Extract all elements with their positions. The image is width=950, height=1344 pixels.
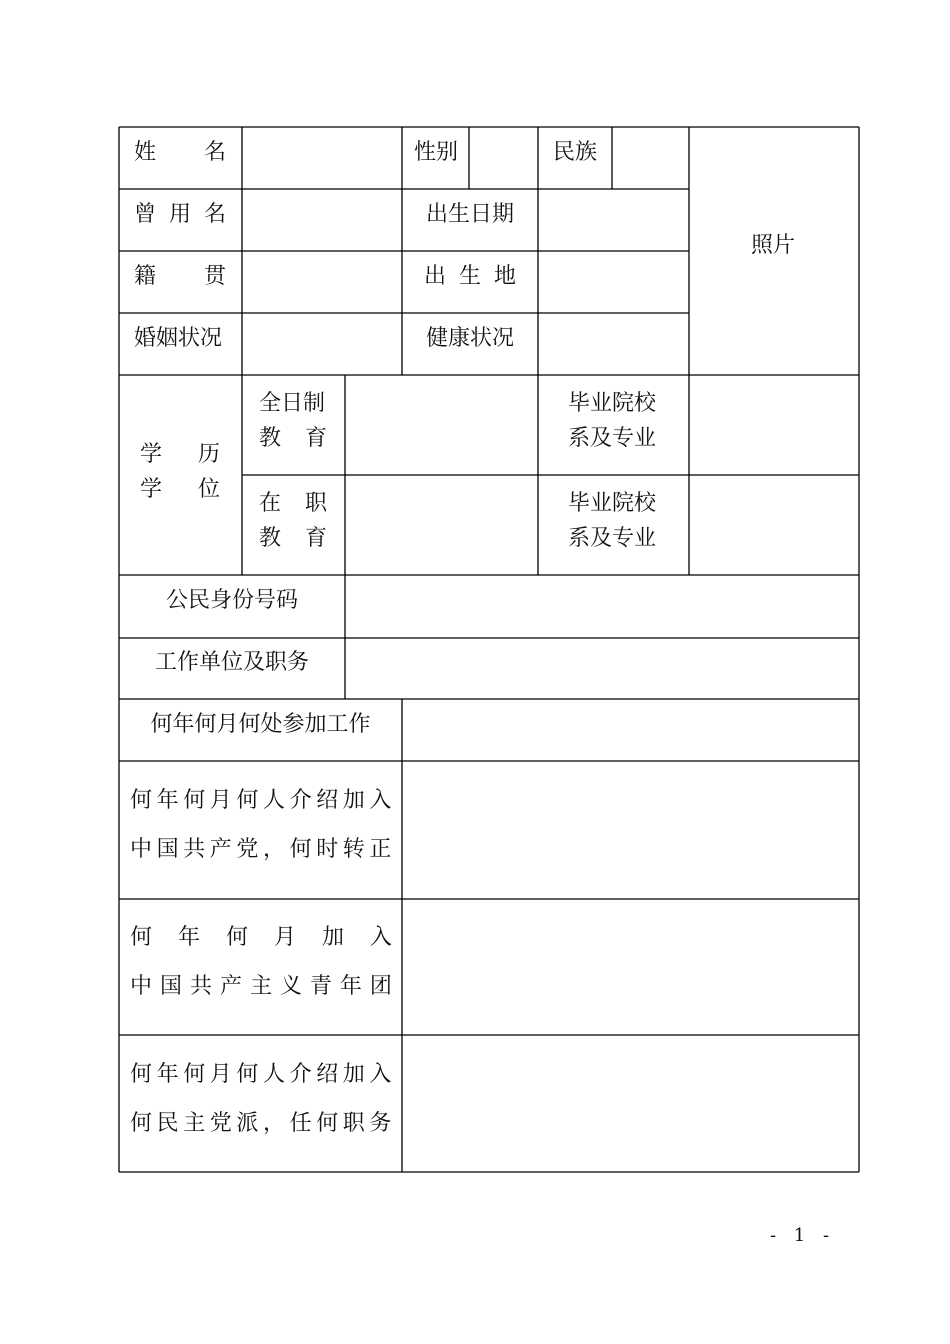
fulltime-education-label-line1: 全日制 [259, 391, 326, 416]
fulltime-education-field[interactable] [346, 376, 537, 474]
education-label-line2: 学 位 [140, 477, 220, 502]
name-label: 姓 名 [134, 140, 226, 165]
ethnicity-field[interactable] [613, 128, 688, 188]
league-join-field[interactable] [403, 900, 858, 1034]
inservice-education-field[interactable] [346, 476, 537, 574]
education-label-line1: 学 历 [140, 442, 220, 467]
photo-label: 照片 [751, 233, 796, 258]
cpc-join-field[interactable] [403, 762, 858, 898]
party-join-label-line2: 何民主党派，任何职务 [130, 1111, 397, 1136]
work-start-field[interactable] [403, 700, 858, 760]
fulltime-school-label-line1: 毕业院校 [568, 391, 657, 416]
birth-date-field[interactable] [539, 190, 688, 250]
inservice-education-label-line1: 在 职 [259, 491, 327, 516]
birthplace-label: 出 生 地 [424, 264, 516, 289]
league-join-label-line2: 中 国 共 产 主 义 青 年 团 [130, 974, 392, 999]
fulltime-education-label-line2: 教 育 [259, 426, 327, 451]
gender-field[interactable] [470, 128, 537, 188]
id-number-label: 公民身份号码 [165, 588, 298, 613]
cpc-join-label-line1: 何年何月何人介绍加入 [130, 788, 397, 813]
party-join-field[interactable] [403, 1036, 858, 1171]
gender-label: 性别 [414, 140, 459, 165]
native-place-label: 籍 贯 [134, 264, 226, 289]
photo-area[interactable] [690, 128, 858, 374]
inservice-education-label-line2: 教 育 [259, 526, 327, 551]
former-name-field[interactable] [243, 190, 401, 250]
id-number-field[interactable] [346, 576, 858, 637]
employer-label: 工作单位及职务 [154, 650, 309, 675]
former-name-label: 曾 用 名 [134, 202, 226, 227]
inservice-school-field[interactable] [690, 476, 858, 574]
inservice-school-label-line2: 系及专业 [568, 526, 657, 551]
health-status-field[interactable] [539, 314, 688, 374]
league-join-label-line1: 何 年 何 月 加 入 [130, 925, 392, 950]
name-field[interactable] [243, 128, 401, 188]
fulltime-school-label-line2: 系及专业 [568, 426, 657, 451]
employer-field[interactable] [346, 639, 858, 698]
inservice-school-label-line1: 毕业院校 [568, 491, 657, 516]
cpc-join-label-line2: 中国共产党，何时转正 [130, 837, 397, 862]
party-join-label-line1: 何年何月何人介绍加入 [130, 1062, 397, 1087]
native-place-field[interactable] [243, 252, 401, 312]
fulltime-school-field[interactable] [690, 376, 858, 474]
birthplace-field[interactable] [539, 252, 688, 312]
birth-date-label: 出生日期 [425, 202, 514, 227]
health-status-label: 健康状况 [425, 326, 514, 351]
marital-status-field[interactable] [243, 314, 401, 374]
work-start-label: 何年何月何处参加工作 [150, 712, 371, 737]
marital-status-label: 婚姻状况 [134, 326, 223, 351]
page-number: - 1 - [770, 1225, 836, 1246]
ethnicity-label: 民族 [553, 140, 598, 165]
